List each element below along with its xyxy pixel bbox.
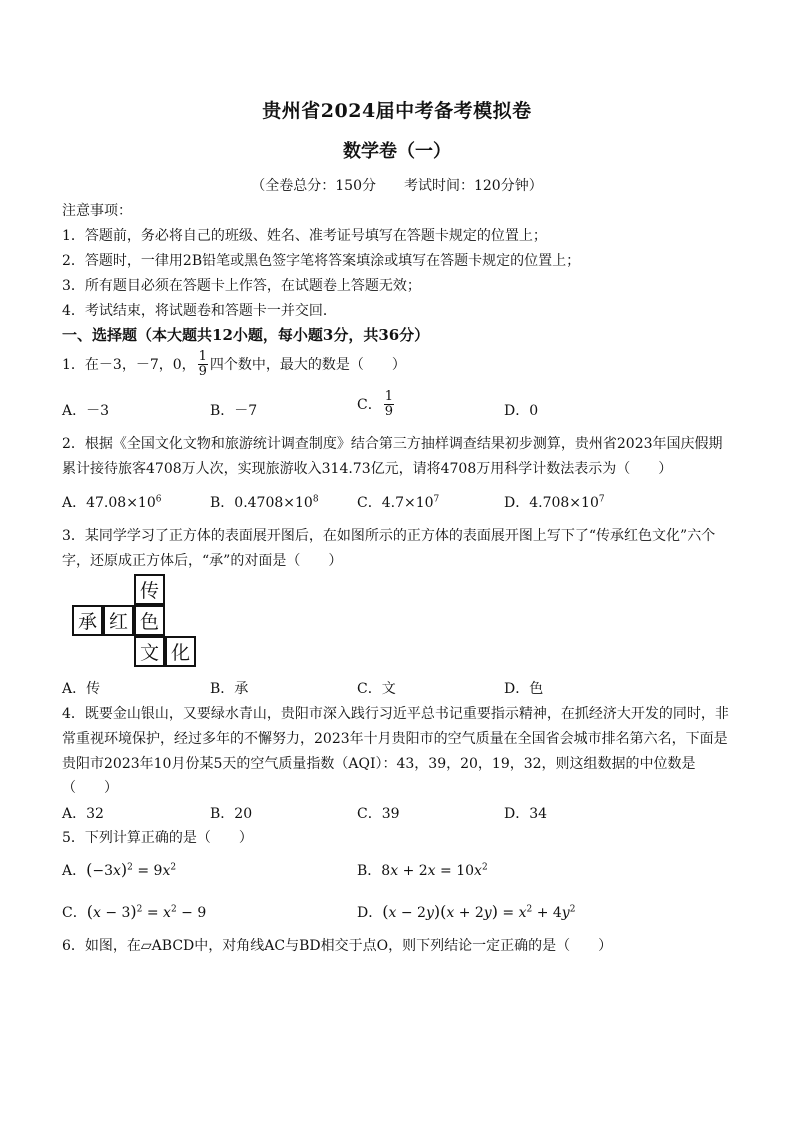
- q2-option-c: [357, 492, 439, 512]
- q1-option-d: D．0: [504, 403, 539, 419]
- q2-option-a-text: A．47.08×10: [62, 495, 156, 511]
- net-cell-hong: 红: [103, 605, 134, 636]
- page-title: 贵州省2024届中考备考模拟卷: [262, 100, 532, 122]
- page-subtitle: 数学卷（一）: [343, 141, 451, 162]
- fraction-denominator: 9: [384, 403, 393, 419]
- note-item-2: 2．答题时，一律用2B铅笔或黑色签字笔将答案填涂或填写在答题卡规定的位置上；: [62, 253, 581, 269]
- q1-stem-part1: 1．在－3，－7，0，: [62, 357, 196, 374]
- q1-option-c: [357, 390, 396, 418]
- fraction: [384, 390, 394, 418]
- q2-option-d-text: D．4.708×10: [504, 495, 599, 511]
- note-item-1: 1．答题前，务必将自己的班级、姓名、准考证号填写在答题卡规定的位置上；: [62, 228, 547, 244]
- q5-option-b-label: B．: [357, 863, 382, 879]
- q1-stem-part2: 四个数中，最大的数是（ ）: [209, 357, 406, 374]
- q3-option-a: A．传: [62, 681, 101, 697]
- question-3-line2: 字，还原成正方体后，“承”的对面是（ ）: [62, 553, 343, 569]
- question-1-stem: [62, 350, 406, 378]
- exponent: 6: [155, 494, 162, 505]
- exponent: 7: [433, 494, 440, 505]
- q3-option-b: B．承: [210, 681, 249, 697]
- q4-option-a: A．32: [62, 806, 104, 822]
- q1-option-b: B．－7: [210, 403, 258, 419]
- question-6-stem: 6．如图，在▱ABCD中，对角线AC与BD相交于点O，则下列结论一定正确的是（ ）: [62, 938, 613, 954]
- q1-option-c-label: C．: [357, 397, 382, 414]
- q4-option-b: B．20: [210, 806, 253, 822]
- cube-net-figure: [72, 574, 202, 670]
- exponent: 7: [598, 494, 605, 505]
- question-4-line1: 4．既要金山银山，又要绿水青山，贵阳市深入践行习近平总书记重要指示精神，在抓经济大开发的同时，非: [62, 706, 729, 722]
- question-2-line1: 2．根据《全国文化文物和旅游统计调查制度》结合第三方抽样调查结果初步测算，贵州省2023年国庆假期: [62, 436, 723, 452]
- fraction-numerator: 1: [384, 389, 393, 404]
- q2-option-d: [504, 492, 605, 512]
- q5-option-d: D．$(x - 2y)(x + 2y) = x^2 + 4y^2$: [357, 902, 576, 921]
- q5-option-b: B．$8x + 2x = 10x^2$: [357, 862, 488, 879]
- net-cell-chuan: 传: [134, 574, 165, 605]
- q5-option-d-label: D．: [357, 905, 383, 921]
- fraction-numerator: 1: [198, 349, 207, 364]
- notes-heading: 注意事项：: [62, 203, 132, 219]
- q3-option-d: D．色: [504, 681, 544, 697]
- q3-option-c: C．文: [357, 681, 396, 697]
- note-item-3: 3．所有题目必须在答题卡上作答，在试题卷上答题无效；: [62, 278, 421, 294]
- q5-option-c: C．$(x - 3)^2 = x^2 - 9$: [62, 902, 207, 921]
- question-4-line3: 贵阳市2023年10月份某5天的空气质量指数（AQI）：43，39，20，19，32，则这组数据的中位数是: [62, 756, 696, 772]
- fraction: [198, 350, 208, 378]
- q1-option-a: A．－3: [62, 403, 110, 419]
- q2-option-c-text: C．4.7×10: [357, 495, 434, 511]
- q2-option-b-text: B．0.4708×10: [210, 495, 313, 511]
- net-cell-cheng: 承: [72, 605, 103, 636]
- q5-option-a: A．$(-3x)^2 = 9x^2$: [62, 860, 177, 879]
- section-heading: 一、选择题（本大题共12小题，每小题3分，共36分）: [62, 326, 430, 344]
- question-3-line1: 3．某同学学习了正方体的表面展开图后，在如图所示的正方体的表面展开图上写下了“传承红色文化”六个: [62, 528, 716, 544]
- q4-option-d: D．34: [504, 806, 548, 822]
- question-2-line2: 累计接待旅客4708万人次，实现旅游收入314.73亿元，请将4708万用科学计数法表示为（ ）: [62, 461, 673, 477]
- question-5-stem: 5．下列计算正确的是（ ）: [62, 830, 253, 846]
- net-cell-se: 色: [134, 605, 165, 636]
- fraction-denominator: 9: [198, 363, 207, 379]
- q5-option-c-label: C．: [62, 905, 87, 921]
- net-cell-hua: 化: [165, 636, 196, 667]
- question-4-line4: （ ）: [62, 780, 118, 796]
- q5-option-a-label: A．: [62, 863, 87, 879]
- note-item-4: 4．考试结束，将试题卷和答题卡一并交回．: [62, 303, 337, 319]
- exponent: 8: [312, 494, 319, 505]
- q2-option-a: [62, 492, 161, 512]
- exam-meta: （全卷总分：150分 考试时间：120分钟）: [251, 178, 543, 194]
- q4-option-c: C．39: [357, 806, 400, 822]
- q2-option-b: [210, 492, 319, 512]
- net-cell-wen: 文: [134, 636, 165, 667]
- question-4-line2: 常重视环境保护，经过多年的不懈努力，2023年十月贵阳市的空气质量在全国省会城市排名第六名，下面是: [62, 731, 728, 747]
